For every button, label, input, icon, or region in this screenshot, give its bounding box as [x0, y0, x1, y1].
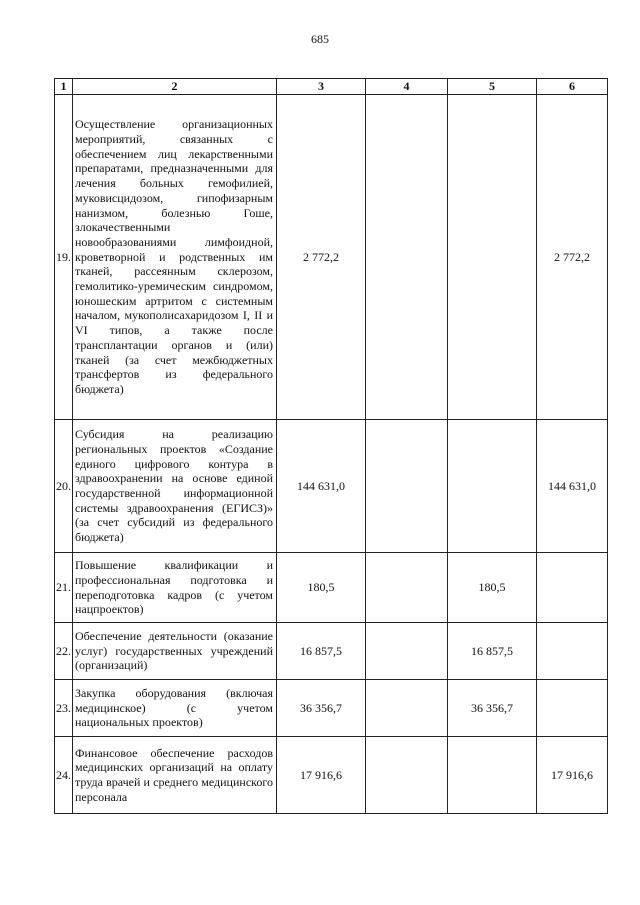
table-row [55, 680, 608, 737]
page-number: 685 [311, 32, 329, 46]
cell-col3: 2 772,2 [277, 95, 366, 420]
cell-col4 [366, 680, 448, 737]
cell-col5 [448, 95, 537, 420]
row-number: 20. [55, 420, 73, 553]
cell-col4 [366, 95, 448, 420]
budget-table [54, 78, 608, 814]
cell-col3: 17 916,6 [277, 737, 366, 814]
table-row [55, 623, 608, 680]
cell-col4 [366, 623, 448, 680]
cell-col5: 16 857,5 [448, 623, 537, 680]
cell-col6: 17 916,6 [537, 737, 608, 814]
cell-col6: 2 772,2 [537, 95, 608, 420]
cell-col6 [537, 553, 608, 623]
column-header-5: 5 [448, 79, 537, 95]
header-row [55, 79, 608, 95]
cell-col6 [537, 680, 608, 737]
cell-col4 [366, 420, 448, 553]
cell-col4 [366, 737, 448, 814]
row-description: Закупка оборудования (включая медицинское) (с учетом национальных проектов) [73, 680, 277, 737]
table-row [55, 95, 608, 420]
row-number: 24. [55, 737, 73, 814]
cell-col3: 144 631,0 [277, 420, 366, 553]
row-number: 21. [55, 553, 73, 623]
cell-col5: 36 356,7 [448, 680, 537, 737]
row-number: 22. [55, 623, 73, 680]
table-row [55, 420, 608, 553]
cell-col5 [448, 737, 537, 814]
cell-col3: 180,5 [277, 553, 366, 623]
column-header-3: 3 [277, 79, 366, 95]
cell-col5: 180,5 [448, 553, 537, 623]
cell-col5 [448, 420, 537, 553]
row-number: 19. [55, 95, 73, 420]
column-header-2: 2 [73, 79, 277, 95]
row-description: Повышение квалификации и профессиональная подготовка и переподготовка кадров (с учетом нацпроектов) [73, 553, 277, 623]
row-description: Субсидия на реализацию региональных проектов «Создание единого цифрового контура в здравоохранении на основе единой государственной информационной системы здравоохранения (ЕГИСЗ)» (за счет субсидий из федерального бюджета) [73, 420, 277, 553]
row-description: Осуществление организационных мероприятий, связанных с обеспечением лиц лекарственными препаратами, предназначенными для лечения больных гемофилией, муковисцидозом, гипофизарным нанизмом, болезнью Гоше, злокачественными новообразованиями лимфоидной, кроветворной и родственных им тканей, рассеянным склерозом, гемолитико-уремическим синдромом, юношеским артритом с системным началом, мукополисахаридозом I, II и VI типов, а также после трансплантации органов и (или) тканей (за счет межбюджетных трансфертов из федерального бюджета) [73, 95, 277, 420]
column-header-1: 1 [55, 79, 73, 95]
table-row [55, 553, 608, 623]
column-header-6: 6 [537, 79, 608, 95]
row-description: Обеспечение деятельности (оказание услуг) государственных учреждений (организаций) [73, 623, 277, 680]
row-description: Финансовое обеспечение расходов медицинских организаций на оплату труда врачей и среднего медицинского персонала [73, 737, 277, 814]
table-row [55, 737, 608, 814]
cell-col6 [537, 623, 608, 680]
cell-col3: 16 857,5 [277, 623, 366, 680]
column-header-4: 4 [366, 79, 448, 95]
cell-col4 [366, 553, 448, 623]
row-number: 23. [55, 680, 73, 737]
cell-col3: 36 356,7 [277, 680, 366, 737]
cell-col6: 144 631,0 [537, 420, 608, 553]
